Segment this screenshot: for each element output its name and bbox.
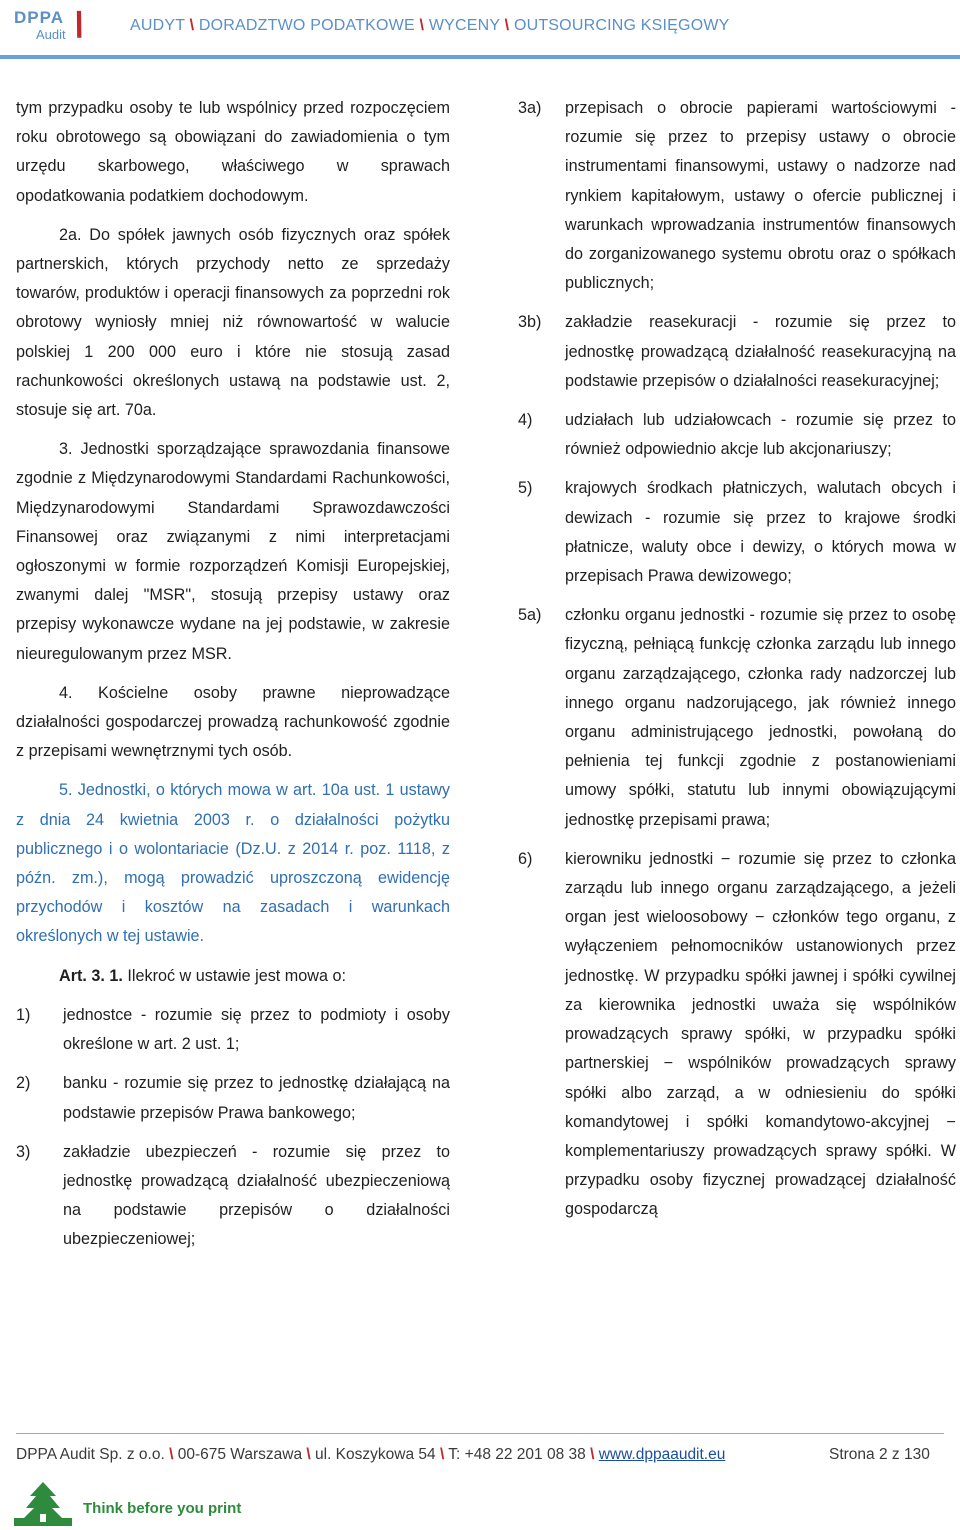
tree-icon — [14, 1480, 72, 1526]
paragraph-3: 3. Jednostki sporządzające sprawozdania finansowe zgodnie z Międzynarodowymi Standardami Rachunkowości, Międzynarodowymi Standardami Sprawozdawczości Finansowej oraz związanymi z nimi interpretacjami ogłoszonymi w formie rozporządzeń Komisji Europejskiej, zwanymi dalej "MSR", stosują przepisy ustawy oraz przepisy wykonawcze wydane na jej podstawie, w zakresie nieuregulowanym przez MSR. — [16, 440, 450, 663]
separator: \ — [419, 17, 425, 34]
paragraph-2a: 2a. Do spółek jawnych osób fizycznych oraz spółek partnerskich, których przychody netto ze sprzedaży towarów, produktów i operacji finansowych za poprzedni rok obrotowy wyniosły mniej niż równowartość w walucie polskiej 1 200 000 euro i które nie stosują zasad rachunkowości określonych ustawą na podstawie ust. 2, stosuje się art. 70a. — [16, 225, 450, 420]
footer-company: DPPA Audit Sp. z o.o. — [16, 1446, 165, 1463]
logo-subtext: Audit — [36, 27, 66, 42]
item-text: banku - rozumie się przez to jednostkę działającą na podstawie przepisów Prawa bankowego; — [63, 1074, 450, 1122]
footer-address: 00-675 Warszawa — [177, 1446, 303, 1463]
separator: \ — [306, 1446, 311, 1463]
item-text: zakładzie reasekuracji - rozumie się przez to jednostkę prowadzącą działalność reasekuracyjną na podstawie przepisów o działalności reasekuracyjnej; — [565, 313, 956, 390]
service-audit: AUDYT — [130, 17, 185, 34]
paragraph-intro: tym przypadku osoby te lub wspólnicy przed rozpoczęciem roku obrotowego są obowiązani do zawiadomienia o tym urzędu skarbowego, właściwego w sprawach opodatkowania podatkiem dochodowym. — [16, 99, 450, 205]
separator: \ — [439, 1446, 445, 1463]
service-outsourcing: OUTSOURCING KSIĘGOWY — [513, 17, 730, 34]
separator: \ — [504, 17, 510, 34]
footer-contact — [16, 1446, 725, 1464]
page-number: Strona 2 z 130 — [829, 1446, 930, 1463]
article-3-heading — [16, 962, 450, 991]
item-number: 3b) — [518, 313, 542, 332]
left-column — [16, 94, 450, 1255]
header-divider — [0, 55, 960, 59]
separator: \ — [189, 17, 195, 34]
motto: Think before you print — [83, 1500, 242, 1517]
right-column — [518, 94, 956, 1225]
item-number: 5a) — [518, 606, 542, 625]
item-text: krajowych środkach płatniczych, walutach obcych i dewizach - rozumie się przez to krajowe środki płatnicze, waluty obce i dewizy, o których mowa w przepisach Prawa dewizowego; — [565, 479, 956, 586]
separator: \ — [590, 1446, 595, 1463]
item-number: 2) — [16, 1074, 31, 1093]
service-tax: DORADZTWO PODATKOWE — [198, 17, 415, 34]
paragraph-5: 5. Jednostki, o których mowa w art. 10a ust. 1 ustawy z dnia 24 kwietnia 2003 r. o działalności pożytku publicznego i o wolontariacie (Dz.U. z 2014 r. poz. 1118, z późn. zm.), mogą prowadzić uproszczoną ewidencję przychodów i kosztów na zasadach i warunkach określonych w tej ustawie. — [16, 781, 450, 946]
logo-text: DPPA — [14, 8, 64, 27]
item-number: 4) — [518, 411, 533, 430]
list-item — [518, 474, 956, 591]
item-text: jednostce - rozumie się przez to podmioty i osoby określone w art. 2 ust. 1; — [63, 1005, 450, 1054]
item-text: członku organu jednostki - rozumie się przez to osobę fizyczną, pełniącą funkcję członka zarządu lub innego organu zarządzającego, członka rady nadzorczej lub innego organu nadzorującego, jak również innego organu administrującego jednostki, powołaną do pełnienia tej funkcji zgodnie z postanowieniami umowy spółki, statutu lub innymi obowiązującymi jednostkę przepisami prawa; — [565, 606, 956, 829]
header-services — [130, 17, 730, 35]
list-item — [518, 845, 956, 1225]
item-number: 3) — [16, 1142, 31, 1161]
article-number: Art. 3. 1. — [59, 966, 123, 985]
article-intro: Ilekroć w ustawie jest mowa o: — [122, 966, 346, 985]
list-item — [16, 1001, 450, 1059]
logo-slash-icon: \ — [70, 4, 88, 45]
list-item — [518, 308, 956, 396]
item-text: kierowniku jednostki − rozumie się przez to członka zarządu lub innego organu zarządzającego, a jeżeli organ jest wieloosobowy − członków tego organu, z wyłączeniem pełnomocników ustanowionych przez jednostkę. W przypadku spółki jawnej i spółki cywilnej za kierownika jednostki uważa się wspólników prowadzących sprawy spółki, w przypadku spółki partnerskiej − wspólników prowadzących sprawy spółki albo zarząd, a w odniesieniu do spółki komandytowej i spółki komandytowo-akcyjnej − komplementariuszy prowadzących sprawy spółki. W przypadku osoby fizycznej prowadzącej działalność gospodarczą — [565, 849, 956, 1219]
footer-divider — [16, 1433, 944, 1434]
list-item — [16, 1138, 450, 1255]
list-item — [16, 1069, 450, 1127]
item-number: 6) — [518, 849, 533, 868]
item-number: 3a) — [518, 99, 542, 117]
list-item — [518, 406, 956, 464]
list-item — [518, 601, 956, 835]
item-number: 1) — [16, 1005, 31, 1024]
footer-phone: T: +48 22 201 08 38 — [448, 1446, 586, 1463]
separator: \ — [169, 1446, 174, 1463]
footer-street: ul. Koszykowa 54 — [315, 1446, 436, 1463]
service-valuation: WYCENY — [428, 17, 500, 34]
item-number: 5) — [518, 479, 533, 498]
item-text: zakładzie ubezpieczeń - rozumie się przez to jednostkę prowadzącą działalność ubezpieczeniową na podstawie przepisów o działalności ubezpieczeniowej; — [63, 1142, 450, 1249]
company-logo — [14, 4, 94, 48]
list-item — [518, 94, 956, 298]
item-text: przepisach o obrocie papierami wartościowymi - rozumie się przez to przepisy ustawy o obrocie instrumentami finansowymi, ustawy o nadzorze nad rynkiem kapitałowym, ustawy o ofercie publicznej i warunkach wprowadzania instrumentów finansowych do zorganizowanego systemu obrotu oraz o spółkach publicznych; — [565, 99, 956, 293]
paragraph-4: 4. Kościelne osoby prawne nieprowadzące działalności gospodarczej prowadzą rachunkowość zgodnie z przepisami wewnętrznymi tych osób. — [16, 683, 450, 761]
item-text: udziałach lub udziałowcach - rozumie się przez to również odpowiednio akcje lub akcjonariuszy; — [565, 411, 956, 459]
footer-website-link[interactable]: www.dppaaudit.eu — [598, 1446, 726, 1463]
